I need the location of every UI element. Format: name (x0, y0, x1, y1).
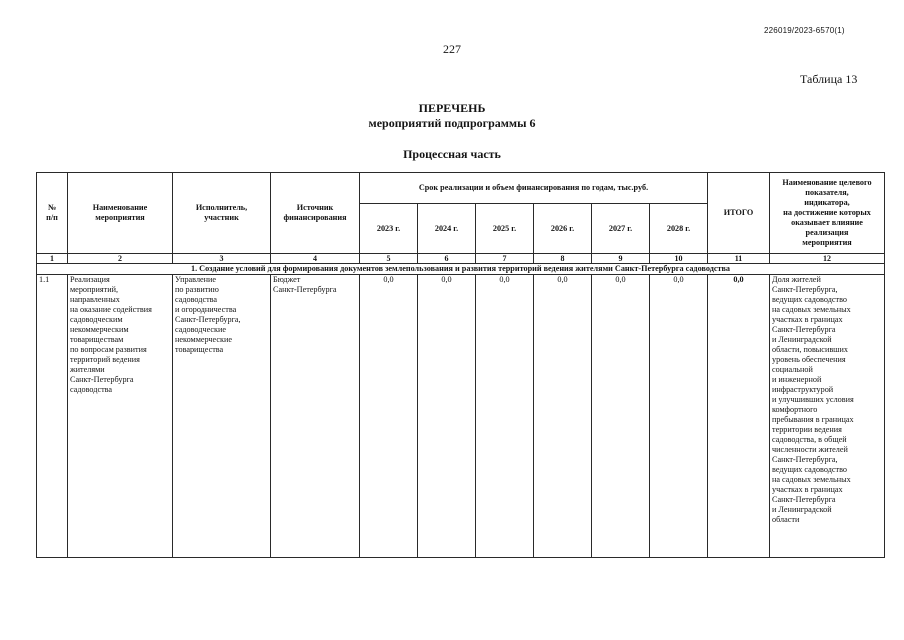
row-value: 0,0 (418, 275, 476, 558)
header-year: 2026 г. (534, 204, 592, 254)
column-number: 11 (708, 254, 770, 264)
row-value: 0,0 (592, 275, 650, 558)
header-year: 2023 г. (360, 204, 418, 254)
page-number: 227 (443, 42, 461, 56)
column-number: 1 (37, 254, 68, 264)
section-title: Процессная часть (403, 147, 501, 161)
row-value: 0,0 (360, 275, 418, 558)
row-num: 1.1 (37, 275, 68, 558)
measures-table (36, 172, 885, 558)
group-row (37, 264, 885, 275)
header-source: Источник финансирования (271, 173, 360, 254)
row-value: 0,0 (534, 275, 592, 558)
header-year: 2024 г. (418, 204, 476, 254)
title-line-1: ПЕРЕЧЕНЬ (418, 101, 486, 115)
header-indicator: Наименование целевого показателя, индикатора, на достижение которых оказывает влияние реализация мероприятия (770, 173, 885, 254)
row-name: Реализация мероприятий, направленных на оказание содействия садоводческим некоммерческим товариществам по вопросам развития территорий ведения жителями Санкт-Петербурга садоводства (68, 275, 173, 558)
column-number: 5 (360, 254, 418, 264)
header-num: № п/п (37, 173, 68, 254)
header-row (37, 173, 885, 204)
header-period-group: Срок реализации и объем финансирования по годам, тыс.руб. (360, 173, 708, 204)
row-source: Бюджет Санкт-Петербурга (271, 275, 360, 558)
column-numbers-row (37, 254, 885, 264)
title-line-2: мероприятий подпрограммы 6 (368, 116, 536, 130)
document-title (0, 101, 904, 131)
row-value: 0,0 (476, 275, 534, 558)
group-row-title: 1. Создание условий для формирования документов землепользования и развития территорий ведения жителями Санкт-Петербурга садоводства (37, 264, 885, 275)
column-number: 6 (418, 254, 476, 264)
header-executor: Исполнитель, участник (173, 173, 271, 254)
document-stamp: 226019/2023-6570(1) (764, 26, 845, 35)
row-total: 0,0 (708, 275, 770, 558)
table-row (37, 275, 885, 558)
header-year: 2025 г. (476, 204, 534, 254)
column-number: 10 (650, 254, 708, 264)
column-number: 3 (173, 254, 271, 264)
column-number: 12 (770, 254, 885, 264)
row-value: 0,0 (650, 275, 708, 558)
column-number: 9 (592, 254, 650, 264)
column-number: 4 (271, 254, 360, 264)
column-number: 8 (534, 254, 592, 264)
table-label: Таблица 13 (800, 72, 858, 86)
header-year: 2027 г. (592, 204, 650, 254)
header-total: ИТОГО (708, 173, 770, 254)
header-year: 2028 г. (650, 204, 708, 254)
header-name: Наименование мероприятия (68, 173, 173, 254)
column-number: 2 (68, 254, 173, 264)
row-indicator: Доля жителей Санкт-Петербурга, ведущих садоводство на садовых земельных участках в границах Санкт-Петербурга и Ленинградской области, повысивших уровень обеспечения социальной и инженерной инфраструктурой и улучшивших условия комфортного пребывания в границах территории ведения садоводства, в общей численности жителей Санкт-Петербурга, ведущих садоводство на садовых земельных участках в границах Санкт-Петербурга и Ленинградской области (770, 275, 885, 558)
column-number: 7 (476, 254, 534, 264)
row-executor: Управление по развитию садоводства и огородничества Санкт-Петербурга, садоводческие некоммерческие товарищества (173, 275, 271, 558)
